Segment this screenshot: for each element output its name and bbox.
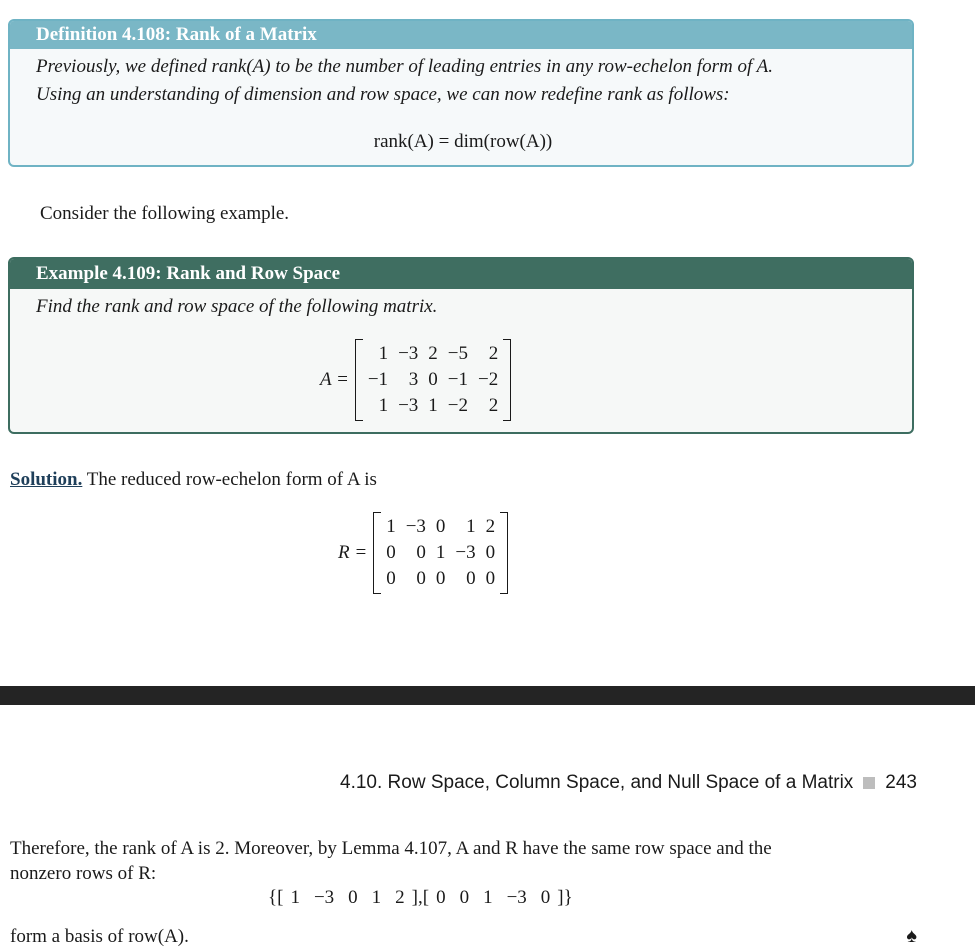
matrix-a-cell: −2 (478, 369, 499, 390)
matrix-r-block (338, 514, 508, 592)
basis-row-1-entry: 1 (290, 887, 300, 908)
matrix-a-cell: 1 (428, 395, 438, 416)
basis-close-brace: ]} (557, 887, 573, 908)
basis-row-1-entry: −3 (313, 887, 335, 908)
consider-text: Consider the following example. (40, 203, 290, 224)
definition-body (10, 49, 912, 113)
matrix-a-cell: −3 (398, 343, 419, 364)
conclusion-line-3: form a basis of row(A). (10, 926, 189, 947)
definition-title: Definition 4.108: Rank of a Matrix (10, 21, 912, 49)
matrix-a (355, 341, 511, 419)
conclusion-line-2: nonzero rows of R: (10, 863, 157, 884)
definition-line-2: Using an understanding of dimension and row space, we can now redefine rank as follows: (36, 84, 730, 105)
matrix-r-cell: 0 (485, 568, 496, 589)
matrix-a-label: A = (320, 369, 349, 390)
basis-row-1-entry: 0 (348, 887, 358, 908)
basis-row-2-entry: −3 (506, 887, 527, 908)
matrix-a-cell: 2 (488, 395, 499, 416)
solution-label: Solution. (10, 469, 83, 490)
matrix-r-cell: 0 (386, 568, 396, 589)
end-of-solution-icon: ♠ (906, 925, 917, 947)
matrix-r-cell: 0 (466, 568, 476, 589)
matrix-a-block (320, 341, 511, 419)
example-title: Example 4.109: Rank and Row Space (10, 259, 912, 289)
matrix-a-cell: 2 (428, 343, 438, 364)
matrix-a-cell: −5 (447, 343, 468, 364)
matrix-r-cell: −3 (455, 542, 476, 563)
matrix-r-cell: 0 (435, 568, 446, 589)
matrix-a-cell: 3 (408, 369, 419, 390)
basis-open-brace: {[ (268, 887, 284, 908)
matrix-a-cell: 2 (488, 343, 499, 364)
conclusion-line-1: Therefore, the rank of A is 2. Moreover, by Lemma 4.107, A and R have the same row space and the (10, 838, 772, 859)
example-box (8, 257, 914, 434)
basis-row-1 (283, 887, 411, 909)
matrix-r-cell: 0 (416, 542, 426, 563)
matrix-a-cell: 1 (378, 343, 389, 364)
matrix-a-cell: −1 (367, 369, 389, 390)
matrix-a-cell: 1 (378, 395, 389, 416)
definition-line-1: Previously, we defined rank(A) to be the number of leading entries in any row-echelon form of A. (36, 56, 773, 77)
basis-row-2-entry: 0 (459, 887, 470, 908)
definition-box (8, 19, 914, 167)
matrix-a-cell: −3 (398, 395, 419, 416)
solution-line (10, 469, 377, 491)
matrix-r-cell: 0 (386, 542, 396, 563)
matrix-r-cell: 0 (416, 568, 426, 589)
matrix-r-label: R = (338, 542, 368, 563)
basis-row-2-entry: 0 (436, 887, 446, 908)
running-head (340, 772, 917, 794)
running-head-title: 4.10. Row Space, Column Space, and Null Space of a Matrix (340, 772, 854, 793)
definition-formula: rank(A) = dim(row(A)) (373, 131, 553, 152)
matrix-a-cell: 0 (428, 369, 438, 390)
basis-separator: ],[ (411, 887, 430, 908)
basis-row-2 (429, 887, 557, 909)
basis-row-2-entry: 0 (540, 887, 551, 908)
basis-row-2-entry: 1 (483, 887, 493, 908)
matrix-r-cell: 1 (386, 516, 396, 537)
matrix-r-cell: 1 (466, 516, 476, 537)
solution-text: The reduced row-echelon form of A is (82, 469, 377, 490)
matrix-a-cell: −1 (447, 369, 468, 390)
matrix-a-cell: −2 (447, 395, 468, 416)
matrix-r-cell: −3 (405, 516, 426, 537)
matrix-r-cell: 1 (435, 542, 446, 563)
square-icon (863, 777, 875, 789)
matrix-r-cell: 2 (485, 516, 496, 537)
matrix-r (373, 514, 508, 592)
basis-row-1-entry: 1 (371, 887, 382, 908)
page-break-bar (0, 686, 975, 705)
matrix-r-cell: 0 (435, 516, 446, 537)
matrix-r-cell: 0 (485, 542, 496, 563)
example-prompt (10, 289, 912, 325)
basis-row-1-entry: 2 (395, 887, 405, 908)
example-prompt-text: Find the rank and row space of the following matrix. (36, 296, 438, 317)
page-number: 243 (885, 772, 917, 793)
basis-set (268, 887, 573, 909)
